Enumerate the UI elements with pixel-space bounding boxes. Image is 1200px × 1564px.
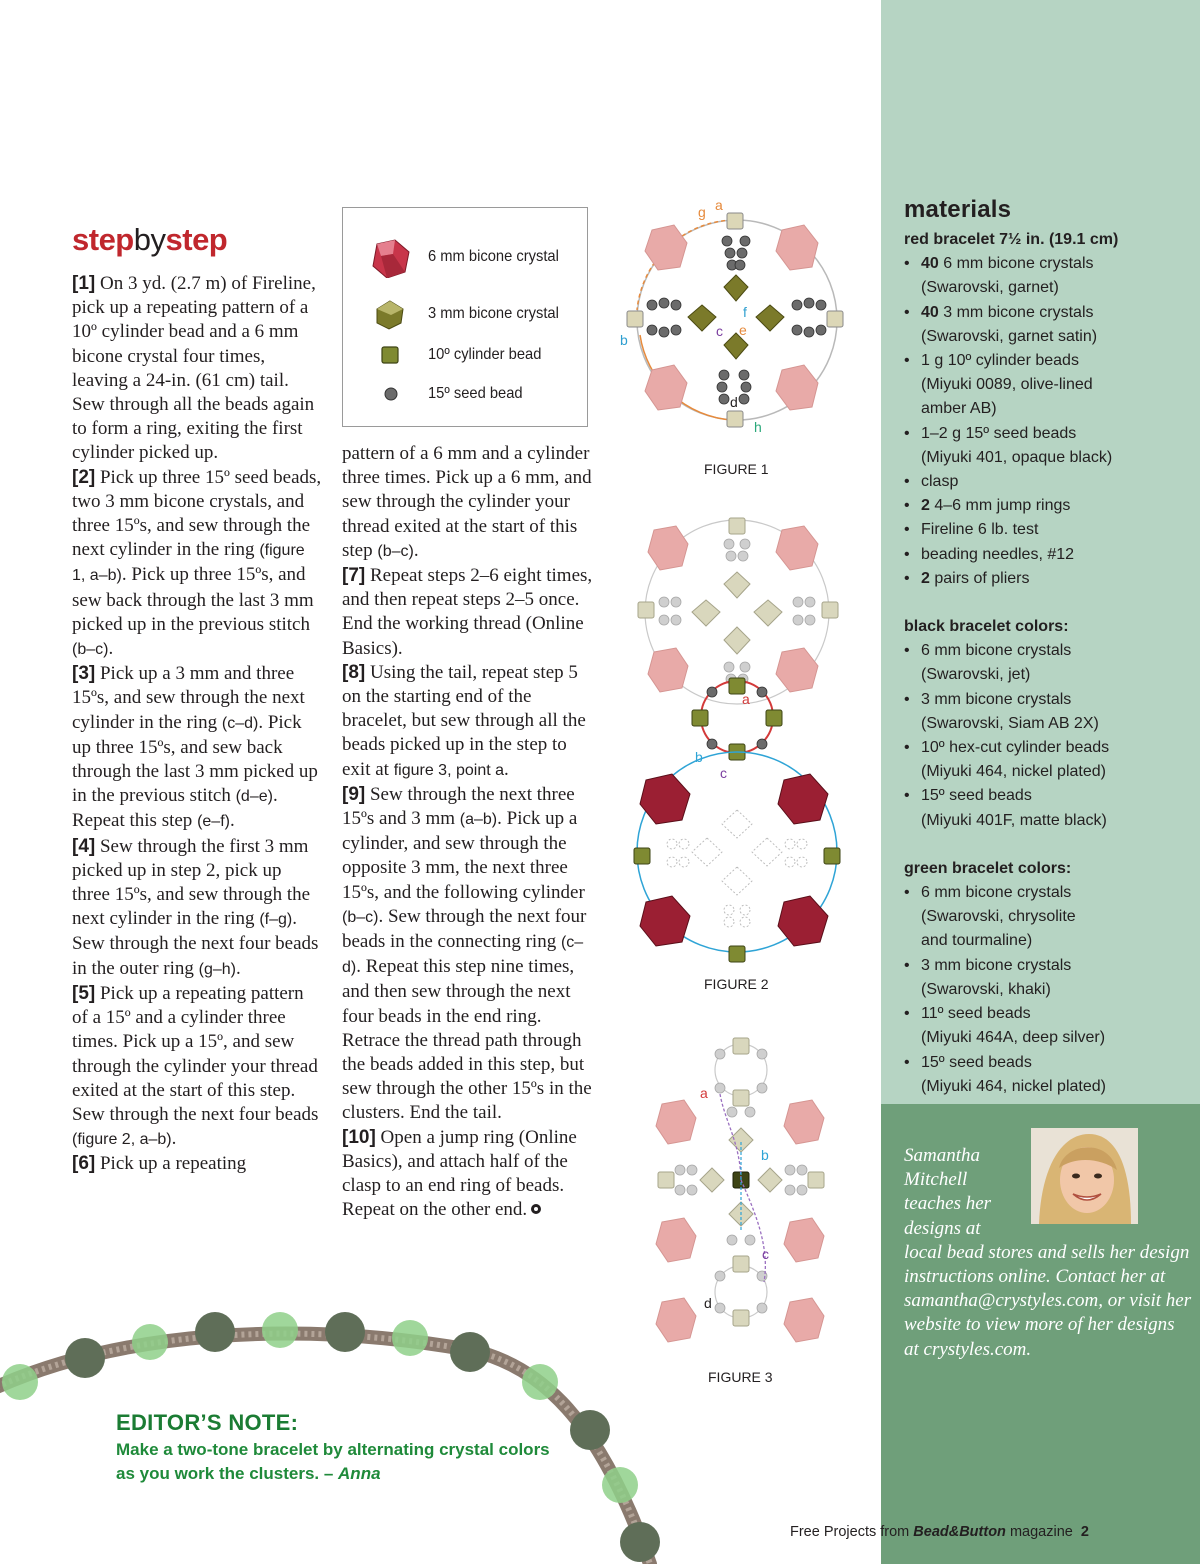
step-6-start: [6] Pick up a repeating (72, 1153, 247, 1175)
fig1-label-c: c (716, 323, 723, 339)
red-bracelet-list (904, 252, 1194, 591)
black-bracelet-list (904, 639, 1194, 833)
bicone-3mm-icon (355, 295, 425, 335)
figure-1-caption: FIGURE 1 (704, 461, 769, 477)
bicone-6mm-icon (355, 238, 425, 278)
fig3-label-d: d (704, 1295, 712, 1311)
author-name-line2: Mitchell (904, 1169, 968, 1191)
list-item: • 2 pairs of pliers (904, 567, 1194, 591)
fig2-label-a: a (742, 691, 750, 707)
fig1-label-a: a (715, 197, 723, 213)
green-bracelet-list (904, 881, 1194, 1099)
list-item: • Fireline 6 lb. test (904, 518, 1194, 542)
fig3-label-a: a (700, 1085, 708, 1101)
step-by-step-heading: stepbystep (72, 222, 228, 257)
fig2-label-b: b (695, 749, 703, 765)
list-item: • 6 mm bicone crystals (Swarovski, chrysolite and tourmaline) (904, 881, 1194, 954)
legend-label-seed: 15º seed bead (428, 385, 523, 402)
step-8: [8] Using the tail, repeat step 5 on the starting end of the bracelet, but sew through all the beads picked up in the step to exit at figure 3, point a. (342, 661, 586, 780)
list-item: • 3 mm bicone crystals (Swarovski, khaki) (904, 954, 1194, 1002)
green-bracelet-heading: green bracelet colors: (904, 859, 1072, 877)
legend-label-3mm: 3 mm bicone crystal (428, 305, 559, 322)
author-bio-line3: teaches her (904, 1193, 992, 1215)
figure-3-caption: FIGURE 3 (708, 1369, 773, 1385)
author-name-line1: Samantha (904, 1145, 980, 1166)
list-item: • beading needles, #12 (904, 543, 1194, 567)
author-bio-line4: designs at (904, 1217, 981, 1239)
list-item: • 6 mm bicone crystals (Swarovski, jet) (904, 639, 1194, 687)
cylinder-bead-icon (355, 336, 425, 376)
legend-label-cylinder: 10º cylinder bead (428, 346, 542, 363)
list-item: • 3 mm bicone crystals (Swarovski, Siam AB 2X) (904, 688, 1194, 736)
legend-label-6mm: 6 mm bicone crystal (428, 248, 559, 265)
fig1-label-e: e (739, 322, 747, 338)
list-item: • 40 6 mm bicone crystals (Swarovski, garnet) (904, 252, 1194, 300)
fig1-label-g: g (698, 204, 706, 220)
materials-title: materials (904, 196, 1012, 223)
list-item: • 1 g 10º cylinder beads (Miyuki 0089, olive-lined amber AB) (904, 349, 1194, 422)
list-item: • clasp (904, 470, 1194, 494)
legend-row-3mm (343, 295, 587, 335)
fig1-label-h: h (754, 419, 762, 435)
list-item: • 2 4–6 mm jump rings (904, 494, 1194, 518)
list-item: • 11º seed beads (Miyuki 464A, deep silver) (904, 1002, 1194, 1050)
list-item: • 15º seed beads (Miyuki 401F, matte black) (904, 784, 1194, 832)
editors-note-body: Make a two-tone bracelet by alternating crystal colors as you work the clusters. – Anna (116, 1440, 550, 1483)
legend-row-cylinder (343, 336, 587, 376)
page-number: 2 (1080, 1524, 1089, 1540)
editors-note (116, 1410, 566, 1486)
legend-row-seed (343, 375, 587, 415)
step-3: [3] Pick up a 3 mm and three 15ºs, and sew through the next cylinder in the ring (c–d). Pick up three 15ºs, and sew back through the last 3 mm picked up in the previous stitch (d–e). Repeat this step (e–f). (72, 663, 318, 832)
step-9: [9] Sew through the next three 15ºs and 3 mm (a–b). Pick up a cylinder, and sew through the opposite 3 mm, the next three 15ºs, and the following cylinder (b–c). Sew through the next four beads in the connecting ring (c–d). Repeat this step nine times, and then sew through the next four beads in the end ring. Retrace the thread path through the beads added in this step, but sew through the other 15ºs in the clusters. End the tail. (342, 783, 592, 1124)
instructions-column-2 (342, 442, 594, 1223)
fig3-label-b: b (761, 1147, 769, 1163)
step-5: [5] Pick up a repeating pattern of a 15º and a cylinder three times. Pick up a 15º, and sew through the cylinder your thread exited at the start of this step. Sew through the next four beads (figure 2, a–b). (72, 982, 319, 1150)
editors-note-title: EDITOR’S NOTE: (116, 1410, 299, 1435)
seed-bead-icon (355, 375, 425, 415)
bead-legend (342, 207, 588, 427)
figure-1-diagram (612, 195, 862, 450)
fig1-label-d: d (730, 394, 738, 410)
page-footer: Free Projects from Bead&Button magazine 2 (790, 1524, 1089, 1540)
black-bracelet-heading: black bracelet colors: (904, 618, 1069, 636)
end-of-article-icon (531, 1204, 541, 1214)
fig3-label-c: c (762, 1246, 769, 1262)
list-item: • 15º seed beads (Miyuki 464, nickel plated) (904, 1051, 1194, 1099)
step-4: [4] Sew through the first 3 mm picked up in step 2, pick up three 15ºs, and sew through the next cylinder in the ring (f–g). Sew through the next four beads in the outer ring (g–h). (72, 835, 319, 979)
list-item: • 40 3 mm bicone crystals (Swarovski, garnet satin) (904, 301, 1194, 349)
author-bio (904, 1144, 1194, 1362)
step-6-continued: pattern of a 6 mm and a cylinder three times. Pick up a 6 mm, and sew through the cylinder your thread exited at the start of this step (b–c). (342, 443, 592, 561)
fig1-label-f: f (743, 304, 747, 320)
step-2: [2] Pick up three 15º seed beads, two 3 mm bicone crystals, and three 15ºs, and sew through the next cylinder in the ring (figure 1, a–b). Pick up three 15ºs, and sew back through the last 3 mm picked up in the previous stitch (b–c). (72, 466, 322, 660)
author-bio-text: local bead stores and sells her design instructions online. Contact her at samantha@crystyles.com, or visit her website to view more of her designs at crystyles.com. (904, 1241, 1192, 1360)
figure-2-diagram (612, 512, 862, 967)
step-1: [1] On 3 yd. (2.7 m) of Fireline, pick up a repeating pattern of a 10º cylinder bead and a 6 mm bicone crystal four times, leaving a 24-in. (61 cm) tail. Sew through all the beads again to form a ring, exiting the first cylinder picked up. (72, 273, 316, 464)
step-7: [7] Repeat steps 2–6 eight times, and then repeat steps 2–5 once. End the working thread (Online Basics). (342, 565, 593, 659)
fig1-label-b: b (620, 332, 628, 348)
list-item: • 1–2 g 15º seed beads (Miyuki 401, opaque black) (904, 422, 1194, 470)
legend-row-6mm (343, 238, 587, 278)
fig2-label-c: c (720, 765, 727, 781)
red-bracelet-heading: red bracelet 7½ in. (19.1 cm) (904, 231, 1119, 248)
step-10: [10] Open a jump ring (Online Basics), and attach half of the clasp to an end ring of beads. Repeat on the other end. (342, 1126, 577, 1221)
materials-list (904, 196, 1194, 1099)
figure-2-caption: FIGURE 2 (704, 976, 769, 992)
instructions-column-1 (72, 272, 322, 1177)
list-item: • 10º hex-cut cylinder beads (Miyuki 464, nickel plated) (904, 736, 1194, 784)
